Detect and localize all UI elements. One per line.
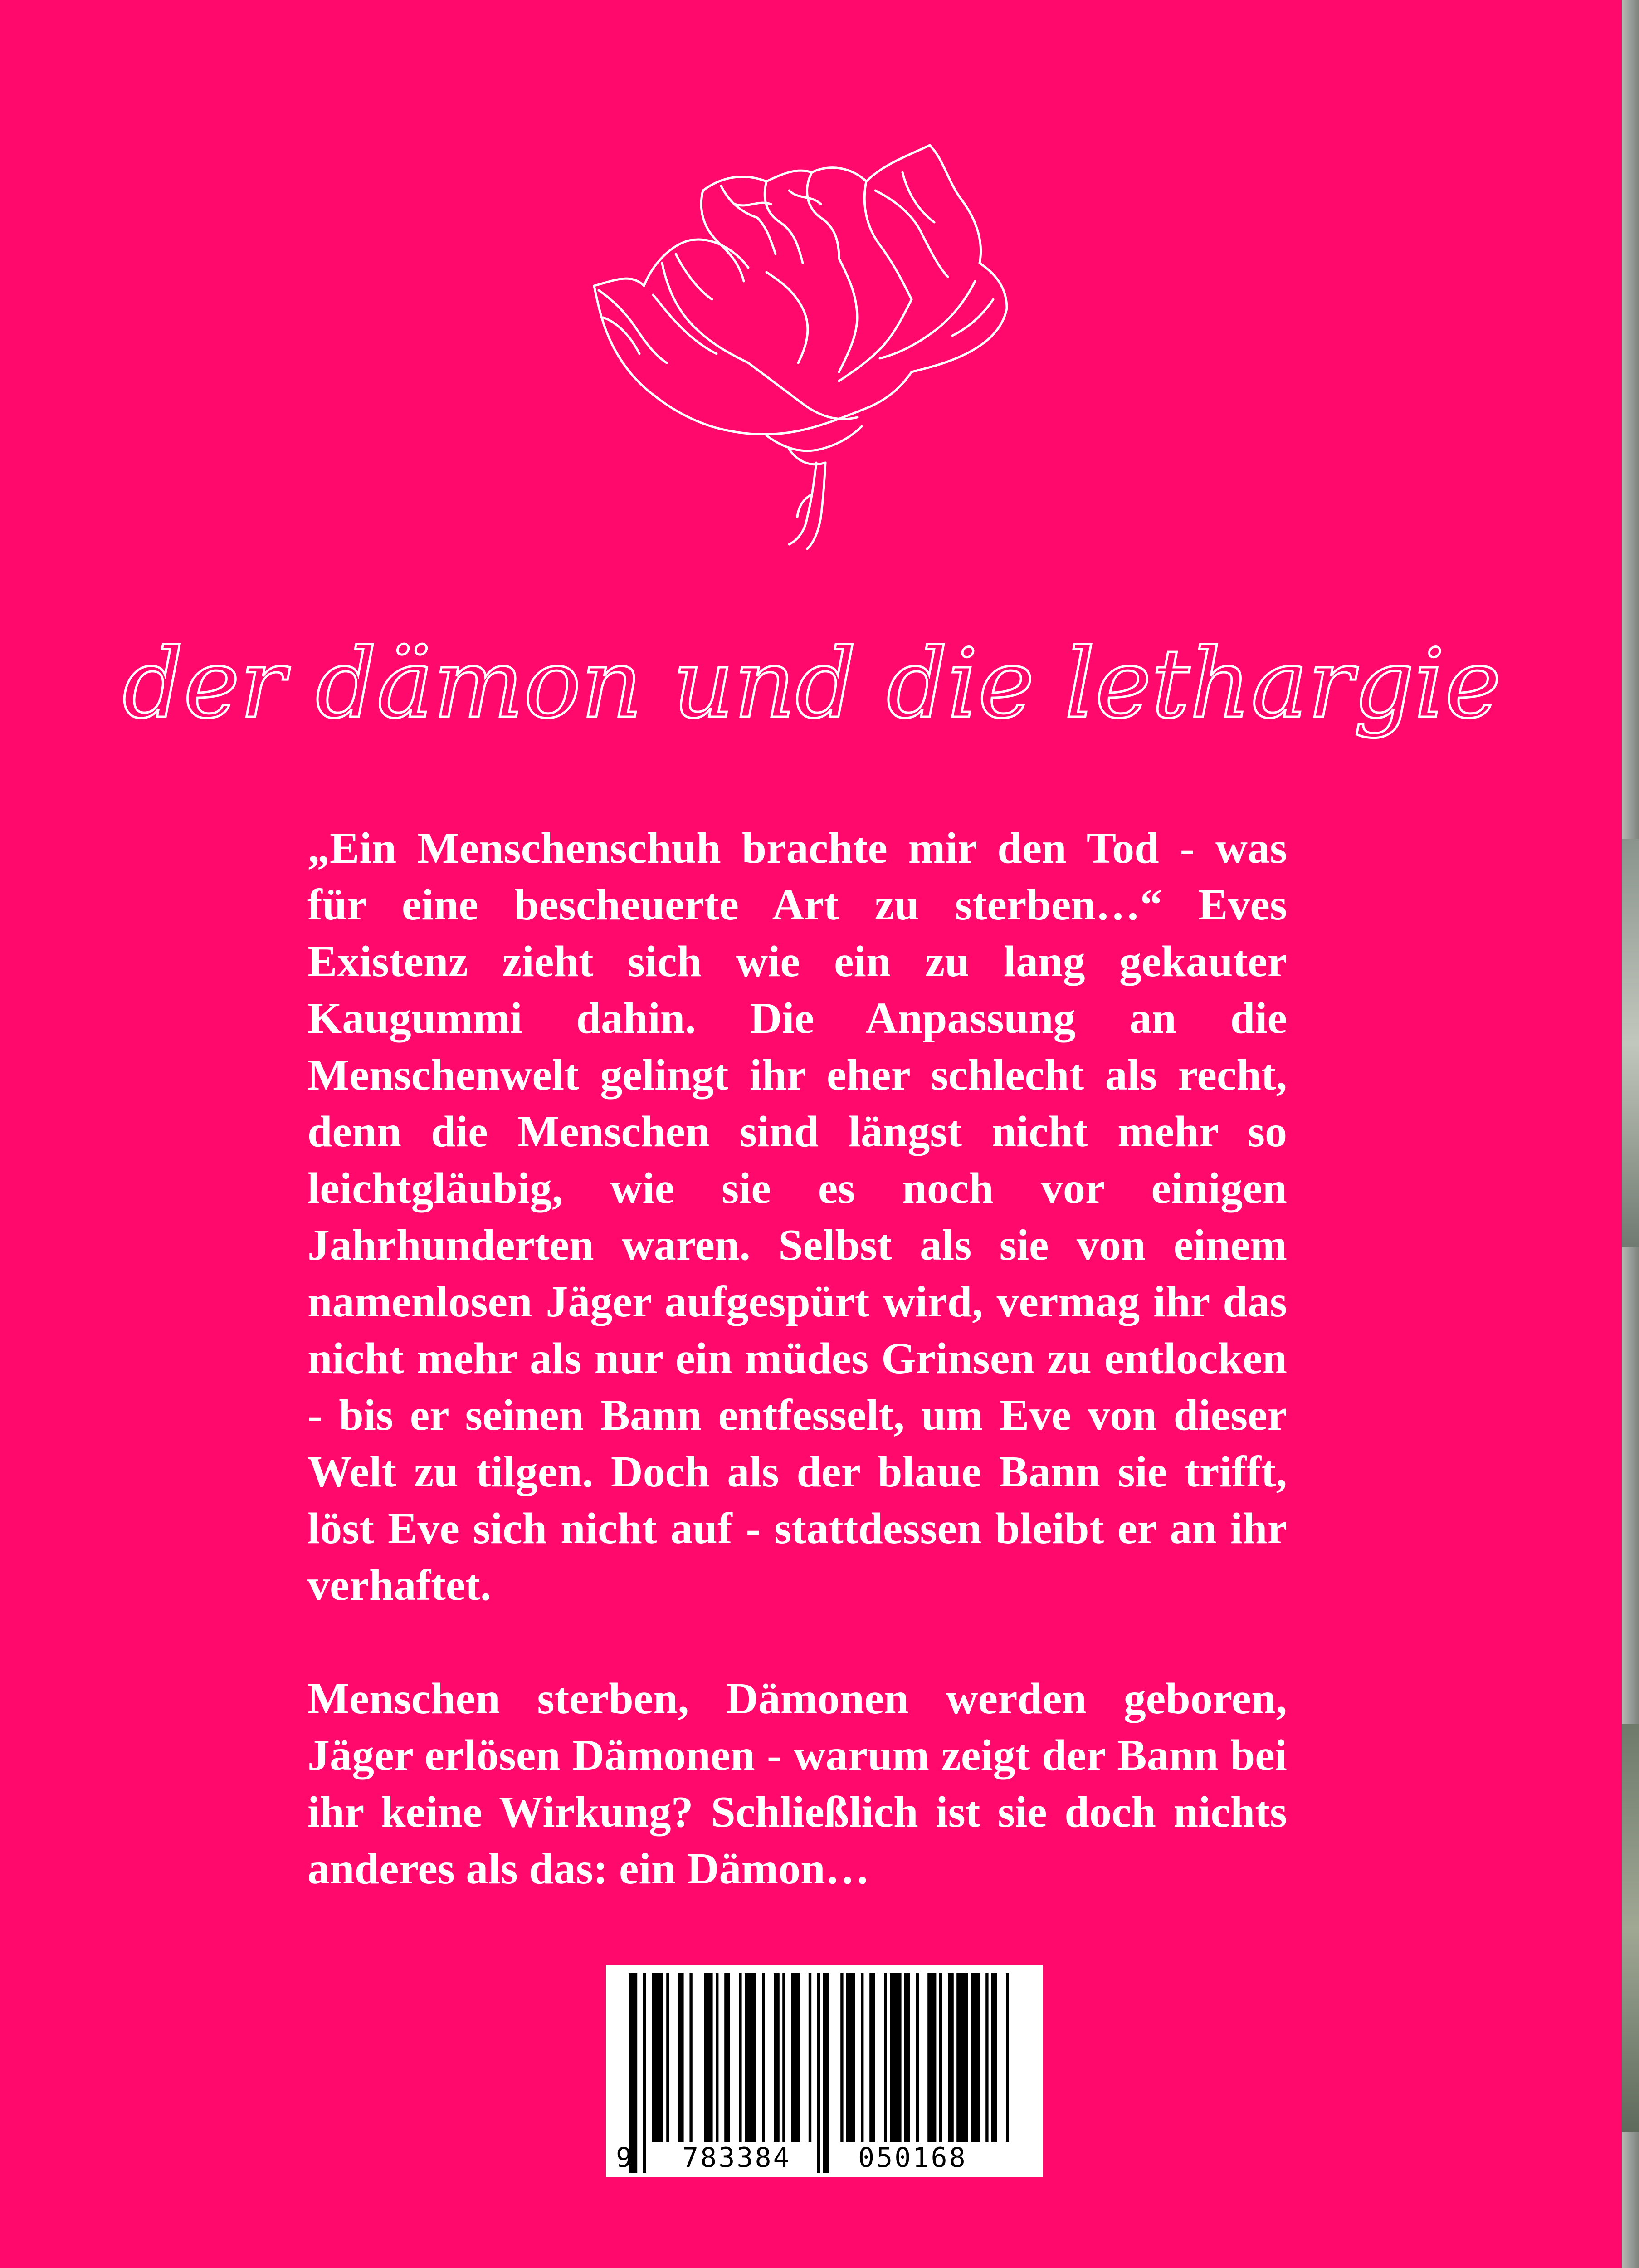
barcode-bar bbox=[704, 1973, 712, 2142]
barcode-bar bbox=[652, 1973, 663, 2142]
barcode-bar bbox=[782, 1973, 785, 2142]
barcode-digits-right: 050168 bbox=[858, 2142, 967, 2174]
barcode-bar bbox=[890, 1973, 902, 2142]
barcode-bar bbox=[916, 1973, 919, 2142]
barcode-bar bbox=[678, 1973, 684, 2142]
barcode-digit-first: 9 bbox=[616, 2142, 634, 2174]
barcode-bar bbox=[956, 1973, 968, 2142]
barcode-bar bbox=[939, 1973, 942, 2142]
barcode-bar bbox=[991, 1973, 997, 2142]
barcode-bar bbox=[745, 1973, 756, 2142]
barcode-bar bbox=[666, 1973, 669, 2142]
title-text: der dämon und die lethargie bbox=[122, 628, 1501, 739]
page-edge bbox=[1622, 0, 1639, 2268]
barcode-bar bbox=[724, 1973, 730, 2142]
barcode-bar bbox=[927, 1973, 936, 2142]
barcode-bar bbox=[971, 1973, 980, 2142]
barcode-bar bbox=[791, 1973, 800, 2142]
barcode-bar bbox=[739, 1973, 741, 2142]
barcode-bar bbox=[904, 1973, 910, 2142]
barcode-bar bbox=[869, 1973, 875, 2142]
barcode-bar bbox=[846, 1973, 855, 2142]
barcode-bar bbox=[716, 1973, 718, 2142]
barcode-bars bbox=[606, 1965, 1043, 2177]
barcode-bar bbox=[948, 1973, 954, 2142]
barcode-bar bbox=[884, 1973, 887, 2142]
barcode-digits-left: 783384 bbox=[682, 2142, 791, 2174]
blurb bbox=[307, 820, 1287, 1897]
isbn-barcode bbox=[606, 1965, 1043, 2177]
barcode-bar bbox=[643, 1973, 646, 2173]
barcode-bar bbox=[809, 1973, 811, 2142]
blurb-paragraph-2: Menschen sterben, Dämonen werden geboren, Jäger erlösen Dämonen - warum zeigt der Bann bei ihr keine Wirkung? Schließlich ist sie doch nichts anderes als das: ein Dämon… bbox=[307, 1674, 1287, 1893]
rose-line-drawing-icon bbox=[585, 136, 1016, 553]
handwritten-title bbox=[122, 608, 1501, 789]
barcode-bar bbox=[861, 1973, 863, 2142]
barcode-bar bbox=[840, 1973, 843, 2142]
barcode-bar bbox=[762, 1973, 765, 2142]
barcode-bar bbox=[823, 1973, 829, 2173]
barcode-bar bbox=[985, 1973, 988, 2142]
barcode-bar bbox=[817, 1973, 820, 2173]
blurb-paragraph-1: „Ein Menschenschuh brachte mir den Tod - was für eine bescheuerte Art zu sterben…“ Eves Existenz zieht sich wie ein zu lang gekauter Kaugummi dahin. Die Anpassung an die Menschenwelt gelingt ihr eher schlecht als recht, denn die Menschen sind längst nicht mehr so leichtgläubig, wie sie es noch vor einigen Jahrhunderten waren. Selbst als sie von einem namenlosen Jäger aufgespürt wird, vermag ihr das nicht mehr als nur ein müdes Grinsen zu entlocken - bis er seinen Bann entfesselt, um Eve von dieser Welt zu tilgen. Doch als der blaue Bann sie trifft, löst Eve sich nicht auf - stattdessen bleibt er an ihr verhaftet. bbox=[307, 824, 1287, 1610]
barcode-bar bbox=[689, 1973, 692, 2142]
barcode-bar bbox=[1006, 1973, 1009, 2142]
barcode-bar bbox=[774, 1973, 780, 2142]
